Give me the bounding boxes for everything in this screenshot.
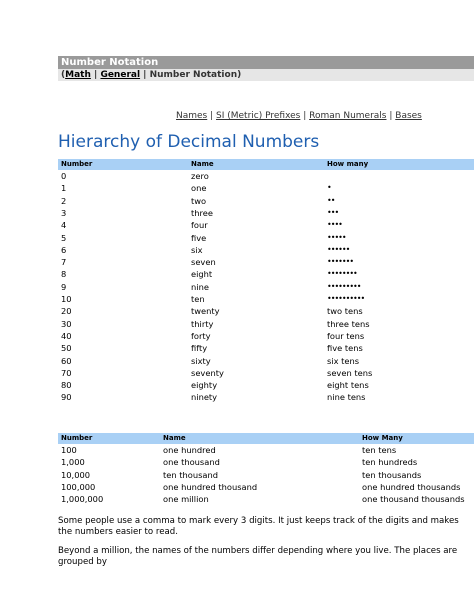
cell-number: 4 bbox=[61, 220, 67, 231]
cell-name: ninety bbox=[191, 392, 218, 403]
cell-how-many: •••• bbox=[327, 220, 342, 230]
cell-how-many: four tens bbox=[327, 330, 365, 341]
cell-how-many: ••••• bbox=[327, 232, 346, 242]
cell-name: six bbox=[191, 244, 203, 255]
cell-number: 90 bbox=[61, 392, 72, 403]
cell-name: one million bbox=[163, 494, 209, 505]
cell-number: 20 bbox=[61, 306, 72, 317]
cell-number: 30 bbox=[61, 318, 72, 329]
nav-link-si-prefixes[interactable]: SI (Metric) Prefixes bbox=[216, 111, 301, 121]
nav-separator: | bbox=[386, 111, 396, 121]
section-title: Number Notation bbox=[61, 57, 159, 68]
cell-how-many: nine tens bbox=[327, 392, 366, 403]
cell-number: 80 bbox=[61, 380, 72, 391]
cell-how-many: five tens bbox=[327, 343, 363, 354]
cell-name: two bbox=[191, 195, 207, 206]
cell-name: seventy bbox=[191, 367, 224, 378]
cell-name: twenty bbox=[191, 306, 220, 317]
cell-how-many: • bbox=[327, 183, 331, 193]
nav-separator: | bbox=[300, 111, 310, 121]
cell-number: 100,000 bbox=[61, 481, 96, 492]
table-header-name: Name bbox=[163, 434, 186, 442]
cell-name: nine bbox=[191, 281, 209, 292]
decimal-table-1 bbox=[58, 159, 474, 170]
cell-number: 60 bbox=[61, 355, 72, 366]
cell-number: 8 bbox=[61, 269, 67, 280]
cell-how-many: ••• bbox=[327, 207, 339, 217]
cell-number: 1,000 bbox=[61, 457, 85, 468]
breadcrumb-separator: | bbox=[90, 70, 101, 80]
cell-number: 5 bbox=[61, 232, 67, 243]
cell-name: one thousand bbox=[163, 457, 220, 468]
nav-link-roman-numerals[interactable]: Roman Numerals bbox=[309, 111, 387, 121]
section-title-bar bbox=[58, 56, 474, 69]
breadcrumb bbox=[58, 69, 474, 81]
cell-how-many: eight tens bbox=[327, 380, 369, 391]
table-header-number: Number bbox=[61, 434, 93, 442]
cell-name: ten thousand bbox=[163, 469, 219, 480]
cell-how-many: •••••••• bbox=[327, 269, 357, 279]
cell-name: three bbox=[191, 207, 213, 218]
cell-name: ten bbox=[191, 294, 205, 304]
page-title: Hierarchy of Decimal Numbers bbox=[58, 132, 320, 152]
cell-name: sixty bbox=[191, 355, 211, 366]
cell-how-many: one thousand thousands bbox=[362, 494, 465, 505]
table-header-name: Name bbox=[191, 160, 214, 168]
cell-name: one bbox=[191, 183, 207, 194]
table-header-row bbox=[58, 433, 474, 444]
cell-name: forty bbox=[191, 330, 211, 341]
cell-name: four bbox=[191, 220, 208, 231]
cell-how-many: ten thousands bbox=[362, 469, 422, 480]
nav-link-bases[interactable]: Bases bbox=[395, 111, 422, 121]
cell-number: 2 bbox=[61, 195, 67, 206]
cell-how-many: one hundred thousands bbox=[362, 481, 461, 492]
table-header-how-many: How Many bbox=[362, 434, 403, 442]
breadcrumb-current: | Number Notation) bbox=[140, 70, 242, 80]
cell-number: 7 bbox=[61, 257, 67, 268]
topic-nav bbox=[176, 110, 422, 122]
cell-number: 50 bbox=[61, 343, 72, 354]
table-header-how-many: How many bbox=[327, 160, 369, 168]
cell-number: 70 bbox=[61, 367, 72, 378]
cell-how-many: seven tens bbox=[327, 367, 373, 378]
cell-how-many: •• bbox=[327, 195, 335, 205]
decimal-table-2 bbox=[58, 433, 474, 444]
table-header-row bbox=[58, 159, 474, 170]
table-header-number: Number bbox=[61, 160, 93, 168]
cell-name: zero bbox=[191, 171, 209, 181]
cell-how-many: ••••••• bbox=[327, 257, 354, 267]
paragraph-comma-note: Some people use a comma to mark every 3 digits. It just keeps track of the digits and makes the numbers easier to read. bbox=[58, 516, 459, 537]
cell-how-many: two tens bbox=[327, 306, 363, 317]
cell-number: 0 bbox=[61, 171, 67, 181]
cell-name: one hundred thousand bbox=[163, 481, 258, 492]
cell-how-many: ten hundreds bbox=[362, 457, 418, 468]
cell-number: 1,000,000 bbox=[61, 494, 104, 505]
nav-link-names[interactable]: Names bbox=[176, 111, 208, 121]
cell-how-many: •••••• bbox=[327, 244, 350, 254]
paragraph-million-note: Beyond a million, the names of the numbers differ depending where you live. The places are grouped by bbox=[58, 546, 458, 567]
nav-separator: | bbox=[207, 111, 217, 121]
cell-number: 1 bbox=[61, 183, 67, 194]
cell-number: 10,000 bbox=[61, 469, 91, 480]
cell-name: one hundred bbox=[163, 445, 216, 455]
cell-how-many: three tens bbox=[327, 318, 370, 329]
cell-name: fifty bbox=[191, 343, 208, 354]
cell-how-many: ten tens bbox=[362, 445, 397, 455]
cell-number: 3 bbox=[61, 207, 67, 218]
cell-name: eighty bbox=[191, 380, 218, 391]
breadcrumb-open: ( bbox=[61, 70, 66, 80]
cell-number: 9 bbox=[61, 281, 67, 292]
cell-how-many: •••••••••• bbox=[327, 294, 365, 303]
cell-number: 10 bbox=[61, 294, 72, 304]
cell-name: five bbox=[191, 232, 207, 243]
cell-name: seven bbox=[191, 257, 216, 268]
breadcrumb-link-math[interactable]: Math bbox=[65, 70, 91, 80]
cell-number: 40 bbox=[61, 330, 72, 341]
cell-name: eight bbox=[191, 269, 213, 280]
cell-number: 100 bbox=[61, 445, 77, 455]
breadcrumb-link-general[interactable]: General bbox=[100, 70, 141, 80]
cell-name: thirty bbox=[191, 318, 214, 329]
cell-how-many: six tens bbox=[327, 355, 360, 366]
cell-number: 6 bbox=[61, 244, 67, 255]
cell-how-many: ••••••••• bbox=[327, 281, 361, 291]
